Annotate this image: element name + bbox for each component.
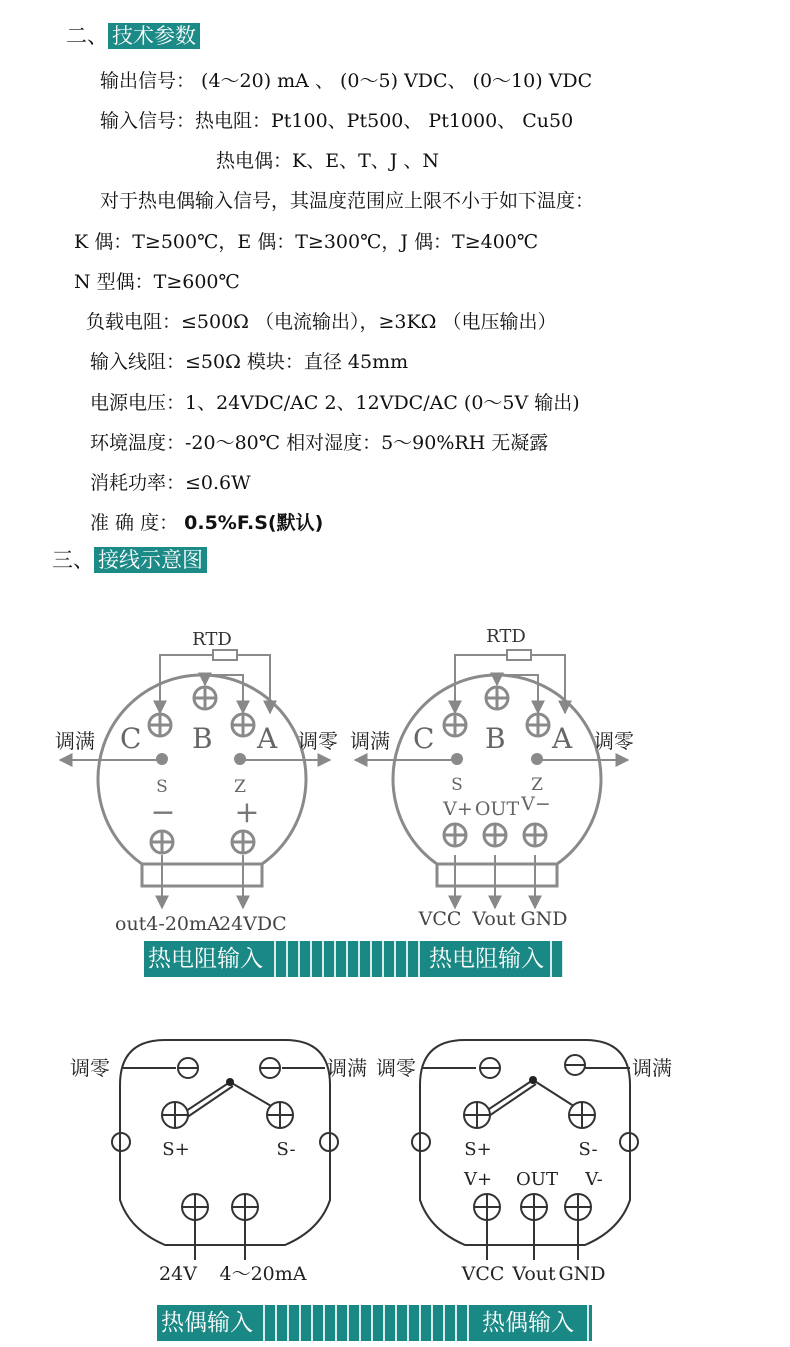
section3-title: 接线示意图 [94, 547, 207, 573]
spec-tc-k-e-j: K 偶：T≥500℃，E 偶：T≥300℃，J 偶：T≥400℃ [74, 231, 539, 253]
rtd-left-label-minus: − [150, 795, 176, 830]
tc-right-output-3: GND [558, 1263, 606, 1285]
rtd-left-label-b: B [192, 722, 213, 755]
rtd-right-label-c: C [413, 722, 435, 755]
tc-right-label-out: OUT [516, 1169, 558, 1190]
tc-left-output-1: 24V [159, 1263, 197, 1285]
section2-title: 技术参数 [108, 23, 200, 49]
tc-module-left [112, 1040, 338, 1260]
spec-power-consumption: 消耗功率：≤0.6W [90, 472, 251, 494]
rtd-left-label-z: Z [234, 777, 246, 797]
section3-prefix: 三、 [52, 548, 94, 572]
tc-banner-left: 热偶输入 [157, 1305, 257, 1341]
rtd-right-pot-z [531, 753, 543, 765]
rtd-left-label-a: A [257, 722, 278, 755]
spec-output-signal: 输出信号： (4～20) mA 、 (0～5) VDC、 (0～10) VDC [100, 70, 593, 92]
rtd-left-output-2: 24VDC [219, 913, 287, 935]
rtd-right-label-z: Z [531, 775, 543, 795]
rtd-wiring-diagram [0, 620, 790, 940]
rtd-left-output-1: out4-20mA [115, 913, 221, 935]
rtd-left-label-rtd: RTD [192, 629, 232, 650]
spec-tc-note: 对于热电偶输入信号，其温度范围应上限不小于如下温度： [100, 190, 595, 212]
spec-accuracy [90, 508, 323, 535]
tc-left-output-2: 4～20mA [219, 1263, 307, 1285]
rtd-left-label-zero: 调零 [298, 729, 338, 753]
tc-right-label-sminus: S- [578, 1139, 598, 1160]
tc-right-label-vplus: V+ [463, 1169, 493, 1190]
rtd-left-pot-s [156, 753, 168, 765]
tc-right-label-splus: S+ [464, 1139, 492, 1160]
spec-line-resistance: 输入线阻：≤50Ω 模块：直径 45mm [90, 351, 409, 373]
rtd-right-label-full: 调满 [350, 729, 390, 753]
tc-left-pivot [226, 1078, 234, 1086]
accuracy-label: 准 确 度： [90, 512, 179, 534]
accuracy-value: 0.5%F.S(默认) [184, 512, 324, 534]
tc-right-pivot [529, 1076, 537, 1084]
tc-right-label-full: 调满 [632, 1056, 672, 1080]
tc-left-label-splus: S+ [162, 1139, 190, 1160]
spec-power-supply: 电源电压：1、24VDC/AC 2、12VDC/AC (0～5V 输出) [90, 392, 580, 414]
rtd-right-output-2: Vout [472, 908, 516, 930]
tc-module-right [412, 1040, 638, 1260]
rtd-banner [144, 941, 563, 977]
tc-left-label-full: 调满 [327, 1056, 367, 1080]
rtd-left-label-plus: + [234, 795, 260, 830]
section2-prefix: 二、 [66, 24, 108, 48]
rtd-right-label-s: S [451, 775, 463, 795]
rtd-right-pot-s [451, 753, 463, 765]
rtd-right-label-b: B [485, 722, 506, 755]
rtd-left-label-s: S [156, 777, 168, 797]
section2-heading [66, 20, 200, 50]
rtd-left-pot-z [234, 753, 246, 765]
spec-tc-n: N 型偶：T≥600℃ [74, 271, 240, 293]
tc-right-output-2: Vout [512, 1263, 556, 1285]
rtd-banner-right: 热电阻输入 [425, 941, 548, 977]
tc-right-label-vminus: V- [585, 1169, 603, 1190]
spec-load-resistance: 负载电阻：≤500Ω （电流输出），≥3KΩ （电压输出） [86, 311, 557, 333]
rtd-right-label-zero: 调零 [594, 729, 634, 753]
rtd-left-label-full: 调满 [55, 729, 95, 753]
spec-input-signal-tc: 热电偶：K、E、T、J 、N [216, 150, 440, 172]
rtd-right-output-1: VCC [418, 908, 462, 930]
spec-environment: 环境温度：-20～80℃ 相对湿度：5～90%RH 无凝露 [90, 432, 549, 454]
tc-left-label-zero: 调零 [70, 1056, 110, 1080]
tc-banner [157, 1305, 592, 1341]
rtd-right-label-out: OUT [474, 798, 520, 820]
rtd-right-label-vplus: V+ [443, 798, 473, 820]
section3-heading [52, 544, 207, 574]
rtd-module-left [60, 650, 330, 908]
tc-left-label-sminus: S- [276, 1139, 296, 1160]
rtd-right-output-3: GND [520, 908, 568, 930]
rtd-right-label-vminus: V− [521, 793, 551, 815]
rtd-right-label-rtd: RTD [486, 626, 526, 647]
rtd-banner-left: 热电阻输入 [144, 941, 267, 977]
spec-input-signal-rtd: 输入信号：热电阻：Pt100、Pt500、 Pt1000、 Cu50 [100, 110, 574, 132]
tc-wiring-diagram [0, 1030, 790, 1295]
tc-right-label-zero: 调零 [376, 1056, 416, 1080]
rtd-left-label-c: C [120, 722, 142, 755]
tc-banner-right: 热偶输入 [478, 1305, 578, 1341]
rtd-right-label-a: A [552, 722, 573, 755]
tc-right-output-1: VCC [461, 1263, 505, 1285]
rtd-right-terminals [444, 687, 549, 846]
